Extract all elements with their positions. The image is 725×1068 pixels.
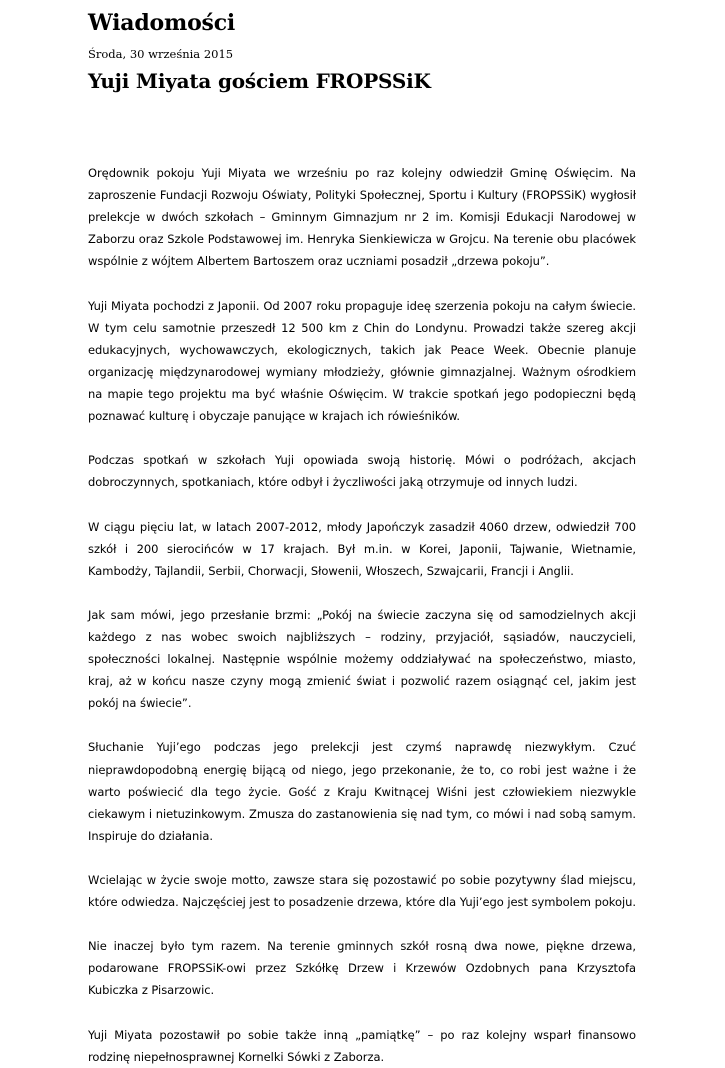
section-title: Wiadomości — [88, 10, 236, 36]
article-paragraph: Jak sam mówi, jego przesłanie brzmi: „Pokój na świecie zaczyna się od samodzielnych akcji każdego z nas wobec swoich najbliższych – rodziny, przyjaciół, sąsiadów, nauczycieli, społeczności lokalnej. Następnie wspólnie możemy oddziaływać na społeczeństwo, miasto, kraj, aż w końcu nasze czyny mogą zmienić świat i pozwolić razem osiągnąć cel, jakim jest pokój na świecie”. — [88, 607, 636, 711]
article-paragraph: Podczas spotkań w szkołach Yuji opowiada swoją historię. Mówi o podróżach, akcjach dobroczynnych, spotkaniach, które odbył i życzliwości jaką otrzymuje od innych ludzi. — [88, 453, 636, 490]
article-paragraph: Yuji Miyata pozostawił po sobie także inną „pamiątkę” – po raz kolejny wsparł finansowo rodzinę niepełnosprawnej Kornelki Sówki z Zaborza. — [88, 1027, 636, 1064]
article-paragraph: Wcielając w życie swoje motto, zawsze stara się pozostawić po sobie pozytywny ślad miejscu, które odwiedza. Najczęściej jest to posadzenie drzewa, które dla Yuji’ego jest symbolem pokoju. — [88, 873, 636, 910]
article-title: Yuji Miyata gościem FROPSSiK — [88, 69, 431, 93]
document-page — [88, 8, 636, 1068]
article-paragraph: Nie inaczej było tym razem. Na terenie gminnych szkół rosną dwa nowe, piękne drzewa, podarowane FROPSSiK-owi przez Szkółkę Drzew i Krzewów Ozdobnych pana Krzysztofa Kubiczka z Pisarzowic. — [88, 939, 636, 998]
article-paragraph: W ciągu pięciu lat, w latach 2007-2012, młody Japończyk zasadził 4060 drzew, odwiedził 700 szkół i 200 sierocińców w 17 krajach. Był m.in. w Korei, Japonii, Tajwanie, Wietnamie, Kambodży, Tajlandii, Serbii, Chorwacji, Słowenii, Włoszech, Szwajcarii, Francji i Anglii. — [88, 519, 636, 578]
publication-date: Środa, 30 września 2015 — [88, 47, 234, 61]
article-paragraph: Orędownik pokoju Yuji Miyata we wrześniu po raz kolejny odwiedził Gminę Oświęcim. Na zaproszenie Fundacji Rozwoju Oświaty, Polityki Społecznej, Sportu i Kultury (FROPSSiK) wygłosił prelekcje w dwóch szkołach – Gminnym Gimnazjum nr 2 im. Komisji Edukacji Narodowej w Zaborzu oraz Szkole Podstawowej im. Henryka Sienkiewicza w Grojcu. Na terenie obu placówek wspólnie z wójtem Albertem Bartoszem oraz uczniami posadził „drzewa pokoju”. — [88, 166, 636, 269]
article-paragraph: Słuchanie Yuji’ego podczas jego prelekcji jest czymś naprawdę niezwykłym. Czuć nieprawdopodobną energię bijącą od niego, jego przekonanie, że to, co robi jest ważne i że warto poświecić dla tego życie. Gość z Kraju Kwitnącej Wiśni jest człowiekiem niezwykle ciekawym i nietuzinkowym. Zmusza do zastanowienia się nad tym, co mówi i nad sobą samym. Inspiruje do działania. — [88, 740, 636, 843]
article-body — [88, 162, 636, 1068]
article-paragraph: Yuji Miyata pochodzi z Japonii. Od 2007 roku propaguje ideę szerzenia pokoju na całym świecie. W tym celu samotnie przeszedł 12 500 km z Chin do Londynu. Prowadzi także szereg akcji edukacyjnych, wychowawczych, ekologicznych, takich jak Peace Week. Obecnie planuje organizację międzynarodowej wymiany młodzieży, głównie gimnazjalnej. Ważnym ośrodkiem na mapie tego projektu ma być właśnie Oświęcim. W trakcie spotkań jego podopieczni będą poznawać kulturę i obyczaje panujące w krajach ich rówieśników. — [88, 298, 636, 424]
